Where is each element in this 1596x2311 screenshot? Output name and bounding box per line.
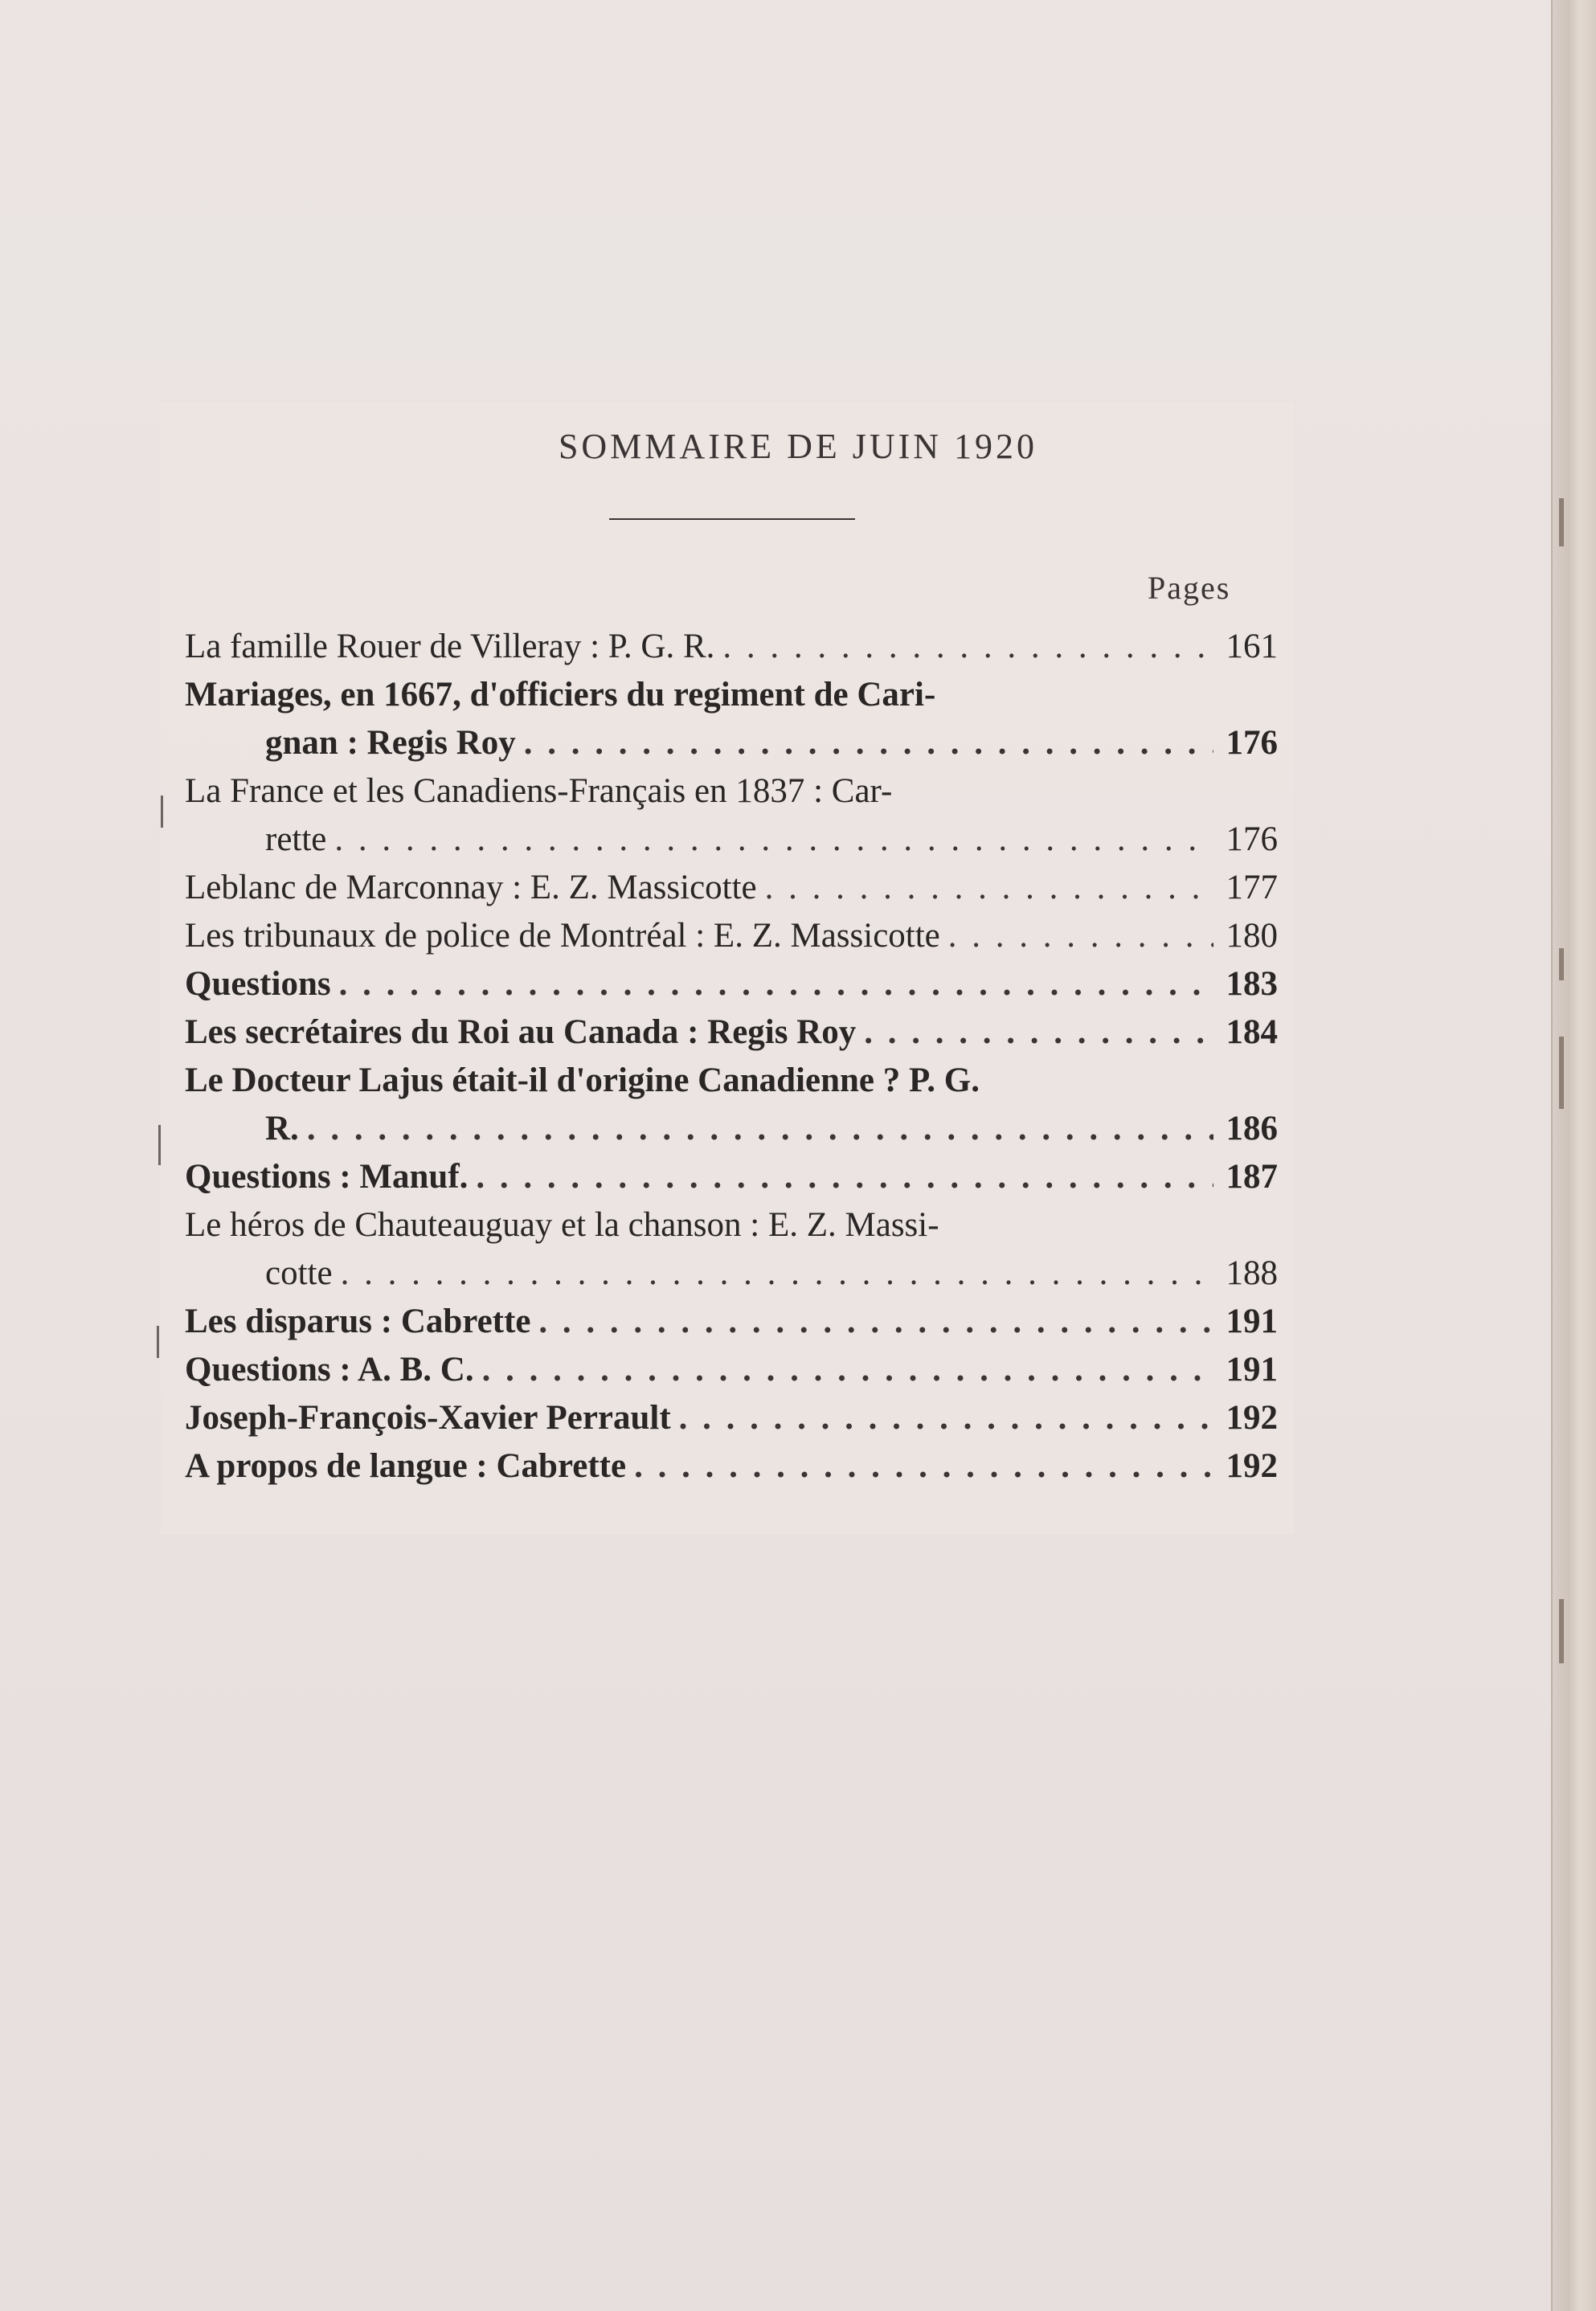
toc-entry-page-number: 192	[1226, 1399, 1278, 1437]
toc-entry-title: La famille Rouer de Villeray : P. G. R.	[185, 628, 715, 665]
page-title: SOMMAIRE DE JUIN 1920	[558, 427, 1038, 466]
toc-entry-line	[185, 1012, 1278, 1061]
toc-entry-title: Questions : A. B. C.	[185, 1351, 474, 1389]
toc-entry-line	[185, 820, 1278, 868]
toc-entry-page-number: 183	[1226, 965, 1278, 1003]
toc-entry-page-number: 186	[1226, 1110, 1278, 1147]
toc-entry-line	[185, 675, 1278, 723]
dot-leader	[634, 1446, 1213, 1486]
pages-column-label: Pages	[1148, 570, 1231, 606]
toc-entry-line	[185, 1254, 1278, 1302]
dot-leader	[339, 964, 1213, 1004]
toc-entry	[185, 1302, 1278, 1350]
toc-entry	[185, 1061, 1278, 1157]
dot-leader	[307, 1109, 1213, 1148]
dot-leader	[722, 627, 1213, 666]
toc-entry	[185, 627, 1278, 675]
dot-leader	[524, 723, 1213, 763]
edge-mark	[1559, 1599, 1564, 1663]
title-rule	[609, 518, 855, 520]
toc-entry-page-number: 176	[1226, 724, 1278, 762]
toc-entry-line	[185, 1350, 1278, 1398]
toc-entry-line	[185, 964, 1278, 1012]
toc-entry-page-number: 161	[1226, 628, 1278, 665]
toc-entry	[185, 1012, 1278, 1061]
edge-mark	[1559, 1037, 1564, 1109]
toc-entry-title: Le héros de Chauteauguay et la chanson : E. Z. Massi-	[185, 1206, 939, 1244]
toc-entry	[185, 868, 1278, 916]
toc-entry-line	[185, 916, 1278, 964]
dot-leader	[864, 1012, 1213, 1052]
toc-entry-title: cotte	[265, 1254, 333, 1292]
toc-entry-page-number: 191	[1226, 1351, 1278, 1389]
toc-entry	[185, 675, 1278, 771]
toc-entry-title: Mariages, en 1667, d'officiers du regiment de Cari-	[185, 676, 936, 714]
dot-leader	[538, 1302, 1213, 1341]
toc-entry-title: Joseph-François-Xavier Perrault	[185, 1399, 671, 1437]
toc-entry-title: Questions	[185, 965, 331, 1003]
margin-mark	[157, 1326, 159, 1358]
margin-mark	[161, 796, 163, 828]
dot-leader	[948, 916, 1213, 955]
dot-leader	[482, 1350, 1213, 1389]
toc-entry-line	[185, 1205, 1278, 1254]
toc-entry	[185, 771, 1278, 868]
toc-entry-line	[185, 1109, 1278, 1157]
toc-entry-line	[185, 1302, 1278, 1350]
dot-leader	[679, 1398, 1213, 1438]
toc-entry-line	[185, 1446, 1278, 1495]
toc-entry-title: La France et les Canadiens-Français en 1837 : Car-	[185, 772, 893, 810]
edge-mark	[1559, 948, 1564, 980]
toc-entry-line	[185, 1398, 1278, 1446]
toc-entry	[185, 1446, 1278, 1495]
toc-entry-title: Les secrétaires du Roi au Canada : Regis Roy	[185, 1013, 857, 1051]
toc-entry-page-number: 180	[1226, 917, 1278, 955]
toc-entry-title: Le Docteur Lajus était-il d'origine Canadienne ? P. G.	[185, 1061, 980, 1099]
toc-entry-title: Les tribunaux de police de Montréal : E. Z. Massicotte	[185, 917, 940, 955]
toc-entry	[185, 1205, 1278, 1302]
page-edge	[1551, 0, 1596, 2311]
toc-entry-page-number: 191	[1226, 1303, 1278, 1340]
toc-entry	[185, 916, 1278, 964]
toc-entry-title: Leblanc de Marconnay : E. Z. Massicotte	[185, 869, 757, 906]
table-of-contents	[185, 627, 1278, 1495]
dot-leader	[765, 868, 1213, 907]
toc-entry-line	[185, 771, 1278, 820]
dot-leader	[341, 1254, 1213, 1293]
toc-entry-title: Questions : Manuf.	[185, 1158, 469, 1196]
dot-leader	[476, 1157, 1213, 1196]
edge-mark	[1559, 498, 1564, 546]
toc-entry-page-number: 177	[1226, 869, 1278, 906]
toc-entry	[185, 1398, 1278, 1446]
toc-entry-page-number: 192	[1226, 1447, 1278, 1485]
toc-entry-title: R.	[265, 1110, 299, 1147]
toc-entry-page-number: 188	[1226, 1254, 1278, 1292]
toc-entry-title: rette	[265, 820, 327, 858]
toc-entry-line	[185, 1061, 1278, 1109]
toc-entry-line	[185, 627, 1278, 675]
toc-entry-title: gnan : Regis Roy	[265, 724, 516, 762]
toc-entry-page-number: 184	[1226, 1013, 1278, 1051]
toc-entry-title: Les disparus : Cabrette	[185, 1303, 531, 1340]
toc-entry-page-number: 187	[1226, 1158, 1278, 1196]
margin-mark	[158, 1125, 161, 1165]
toc-entry-line	[185, 868, 1278, 916]
toc-entry-title: A propos de langue : Cabrette	[185, 1447, 627, 1485]
toc-entry	[185, 1350, 1278, 1398]
toc-entry	[185, 1157, 1278, 1205]
toc-entry-line	[185, 723, 1278, 771]
toc-entry	[185, 964, 1278, 1012]
toc-entry-page-number: 176	[1226, 820, 1278, 858]
toc-entry-line	[185, 1157, 1278, 1205]
dot-leader	[334, 820, 1213, 859]
